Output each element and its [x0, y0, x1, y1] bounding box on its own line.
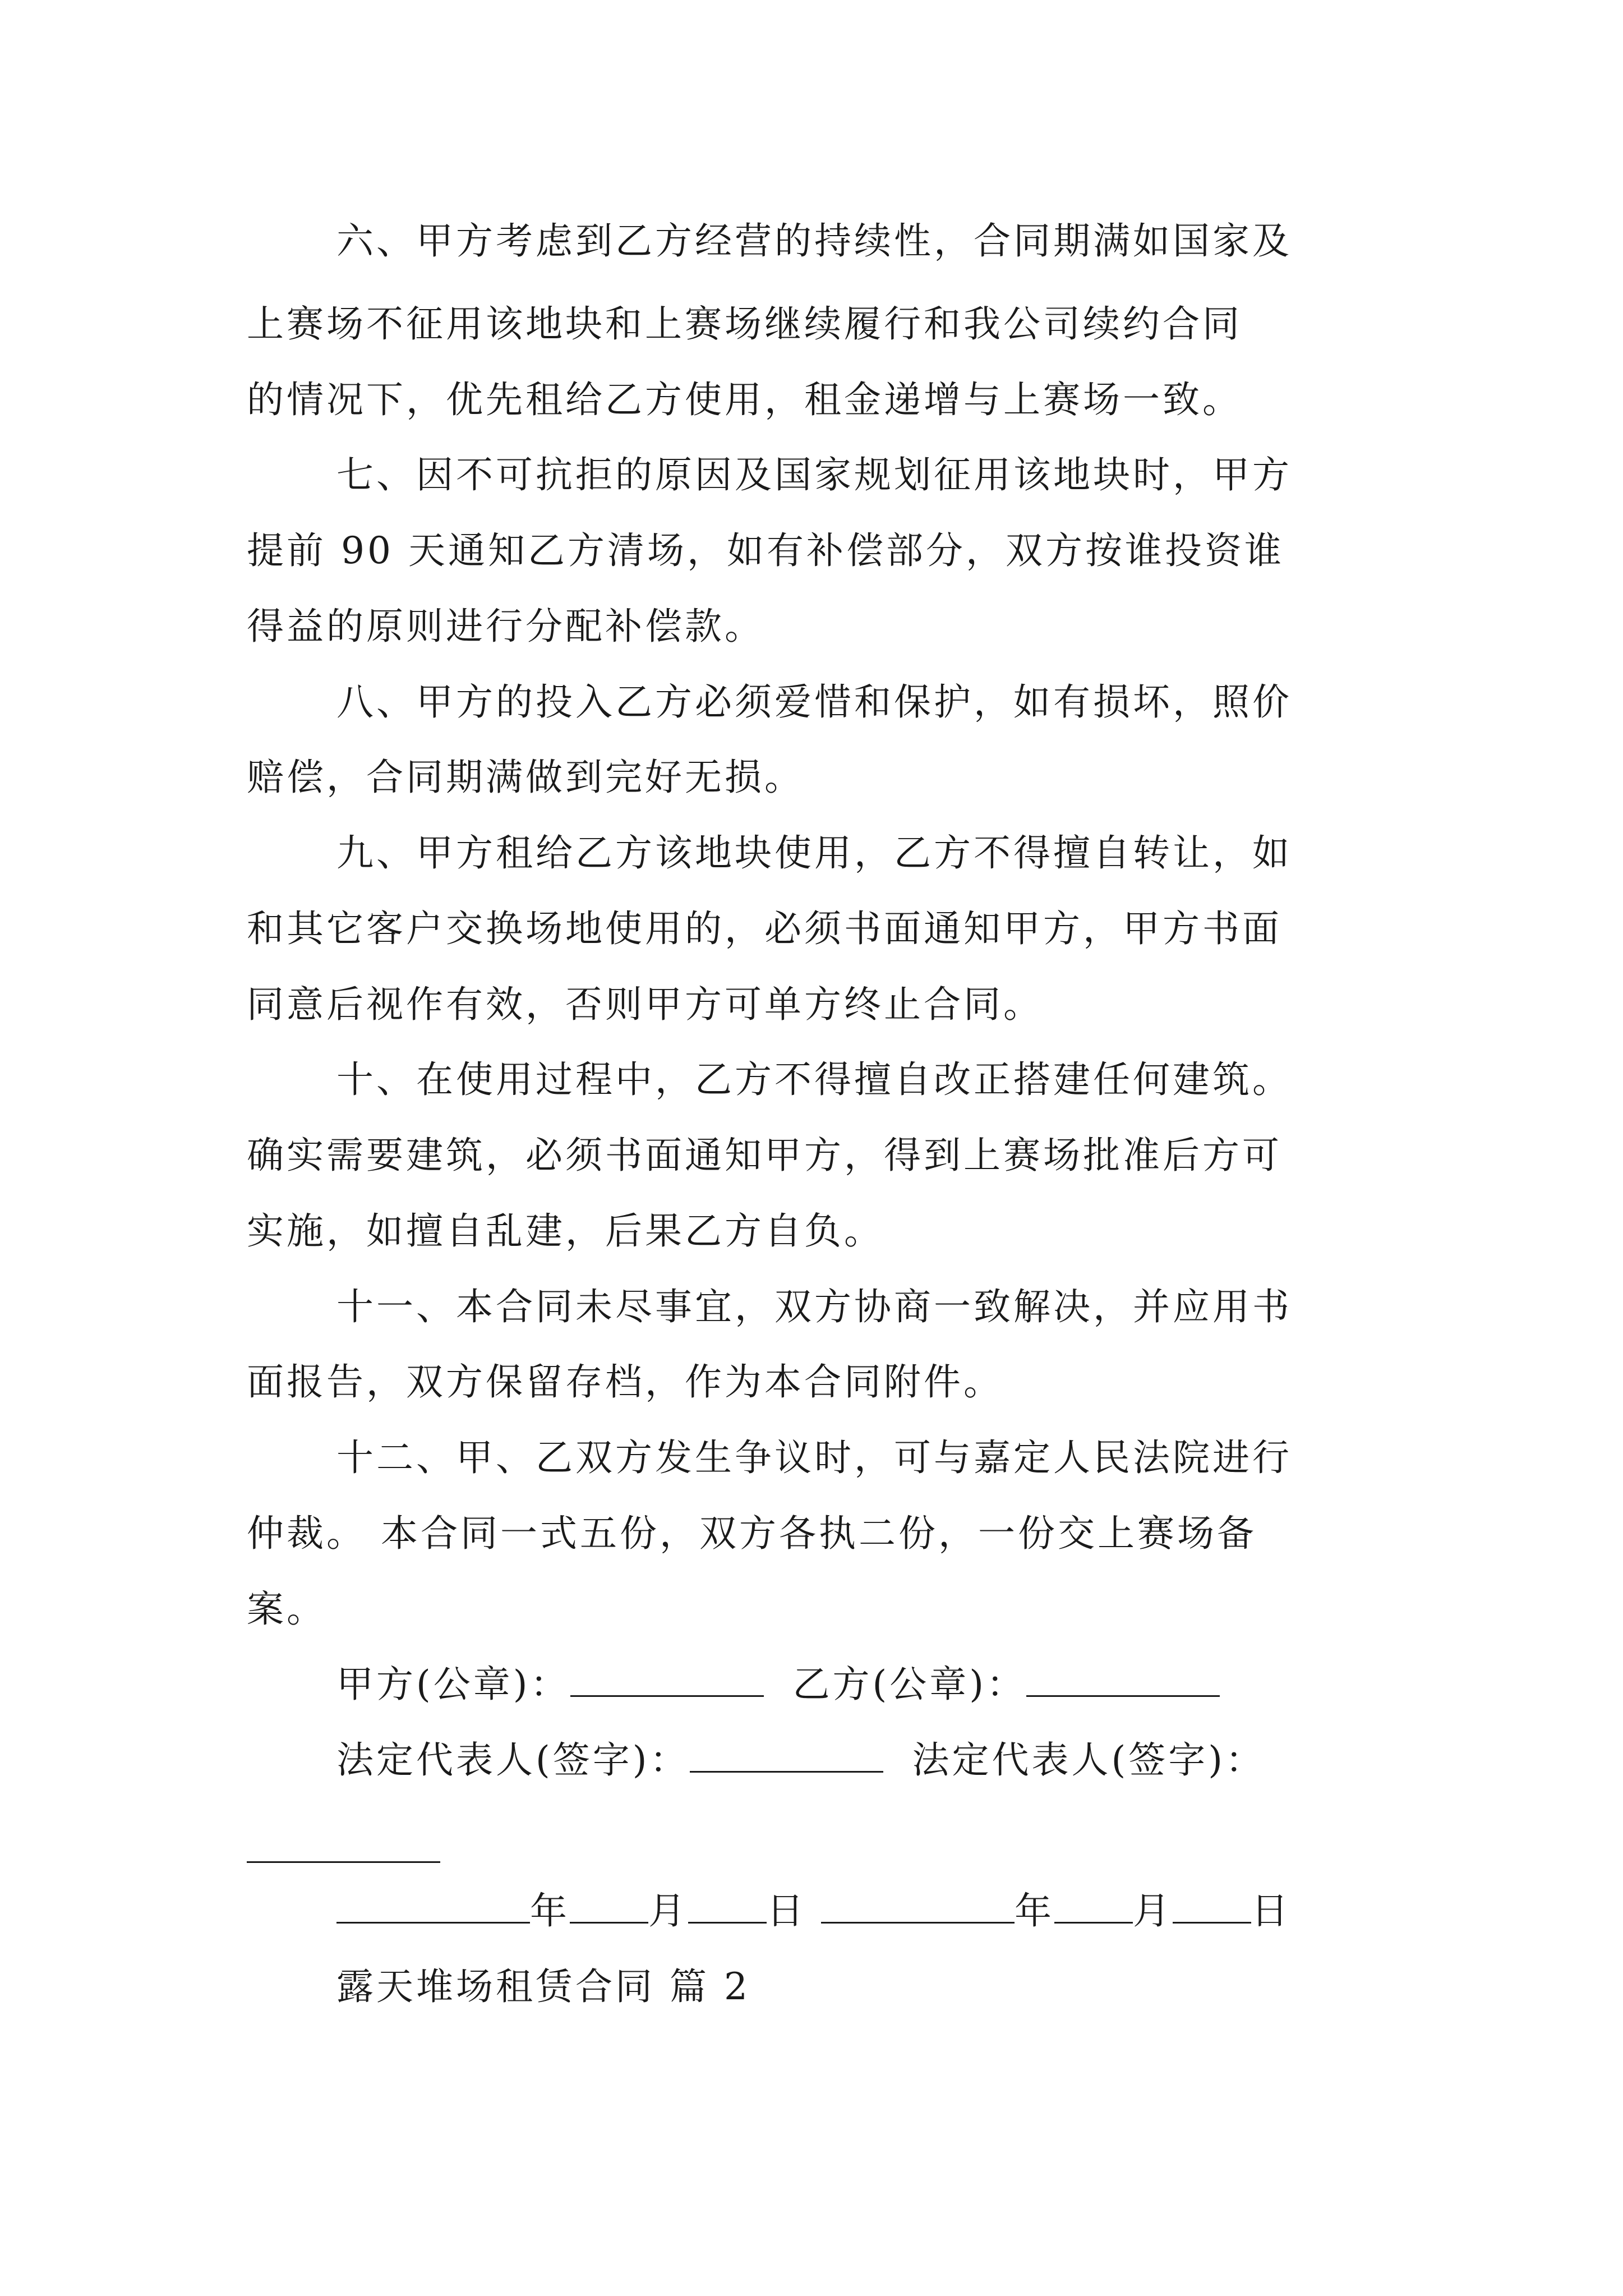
party-b-month-blank[interactable]: [1054, 1888, 1133, 1924]
month-label-b: 月: [1132, 1889, 1173, 1932]
clause-8-line-2: 赔偿，合同期满做到完好无损。: [247, 756, 804, 799]
clause-12-line-2: 仲裁。 本合同一式五份，双方各执二份，一份交上赛场备: [247, 1512, 1257, 1555]
month-label-a: 月: [648, 1889, 688, 1932]
clause-7-line-2: 提前 90 天通知乙方清场，如有补偿部分，双方按谁投资谁: [247, 529, 1284, 572]
clause-6-line-2: 上赛场不征用该地块和上赛场继续履行和我公司续约合同: [247, 302, 1242, 346]
seal-line: [336, 1659, 1402, 1710]
clause-8-line-1: 八、甲方的投入乙方必须爱惜和保护，如有损坏，照价: [336, 680, 1292, 724]
party-b-rep-blank[interactable]: [247, 1861, 440, 1863]
representative-line: [336, 1735, 1402, 1786]
party-b-rep-label: 法定代表人(签字)：: [912, 1738, 1265, 1782]
party-a-seal-label: 甲方(公章)：: [336, 1663, 570, 1706]
clause-9-line-3: 同意后视作有效，否则甲方可单方终止合同。: [247, 983, 1043, 1026]
clause-12-line-1: 十二、甲、乙双方发生争议时，可与嘉定人民法院进行: [336, 1436, 1292, 1479]
year-label-b: 年: [1014, 1889, 1054, 1932]
clause-11-line-2: 面报告，双方保留存档，作为本合同附件。: [247, 1360, 1003, 1404]
clause-7-line-1: 七、因不可抗拒的原因及国家规划征用该地块时，甲方: [336, 453, 1292, 496]
party-a-year-blank[interactable]: [336, 1888, 530, 1924]
clause-11-line-1: 十一、本合同未尽事宜，双方协商一致解决，并应用书: [336, 1285, 1292, 1328]
party-b-seal-blank[interactable]: [1026, 1662, 1220, 1697]
clause-6-line-3: 的情况下，优先租给乙方使用，租金递增与上赛场一致。: [247, 378, 1242, 421]
party-b-year-blank[interactable]: [821, 1888, 1015, 1924]
clause-12-line-3: 案。: [247, 1588, 326, 1631]
party-a-seal-blank[interactable]: [570, 1662, 764, 1697]
party-a-month-blank[interactable]: [570, 1888, 648, 1924]
date-line: [336, 1886, 1402, 1936]
clause-6-line-1: 六、甲方考虑到乙方经营的持续性，合同期满如国家及: [336, 219, 1292, 263]
party-a-day-blank[interactable]: [688, 1888, 767, 1924]
clause-10-line-3: 实施，如擅自乱建，后果乙方自负。: [247, 1209, 884, 1253]
next-section-title: 露天堆场租赁合同 篇 2: [336, 1965, 750, 2008]
day-label-b: 日: [1251, 1889, 1291, 1932]
party-b-seal-label: 乙方(公章)：: [792, 1663, 1026, 1706]
party-a-rep-blank[interactable]: [690, 1737, 883, 1773]
clause-7-line-3: 得益的原则进行分配补偿款。: [247, 605, 764, 648]
day-label-a: 日: [767, 1889, 806, 1932]
clause-10-line-2: 确实需要建筑，必须书面通知甲方，得到上赛场批准后方可: [247, 1134, 1282, 1177]
party-b-day-blank[interactable]: [1173, 1888, 1251, 1924]
party-a-rep-label: 法定代表人(签字)：: [336, 1738, 690, 1782]
year-label-a: 年: [530, 1889, 570, 1932]
clause-10-line-1: 十、在使用过程中，乙方不得擅自改正搭建任何建筑。: [336, 1058, 1292, 1101]
clause-9-line-1: 九、甲方租给乙方该地块使用，乙方不得擅自转让，如: [336, 831, 1292, 875]
clause-9-line-2: 和其它客户交换场地使用的，必须书面通知甲方，甲方书面: [247, 907, 1282, 950]
